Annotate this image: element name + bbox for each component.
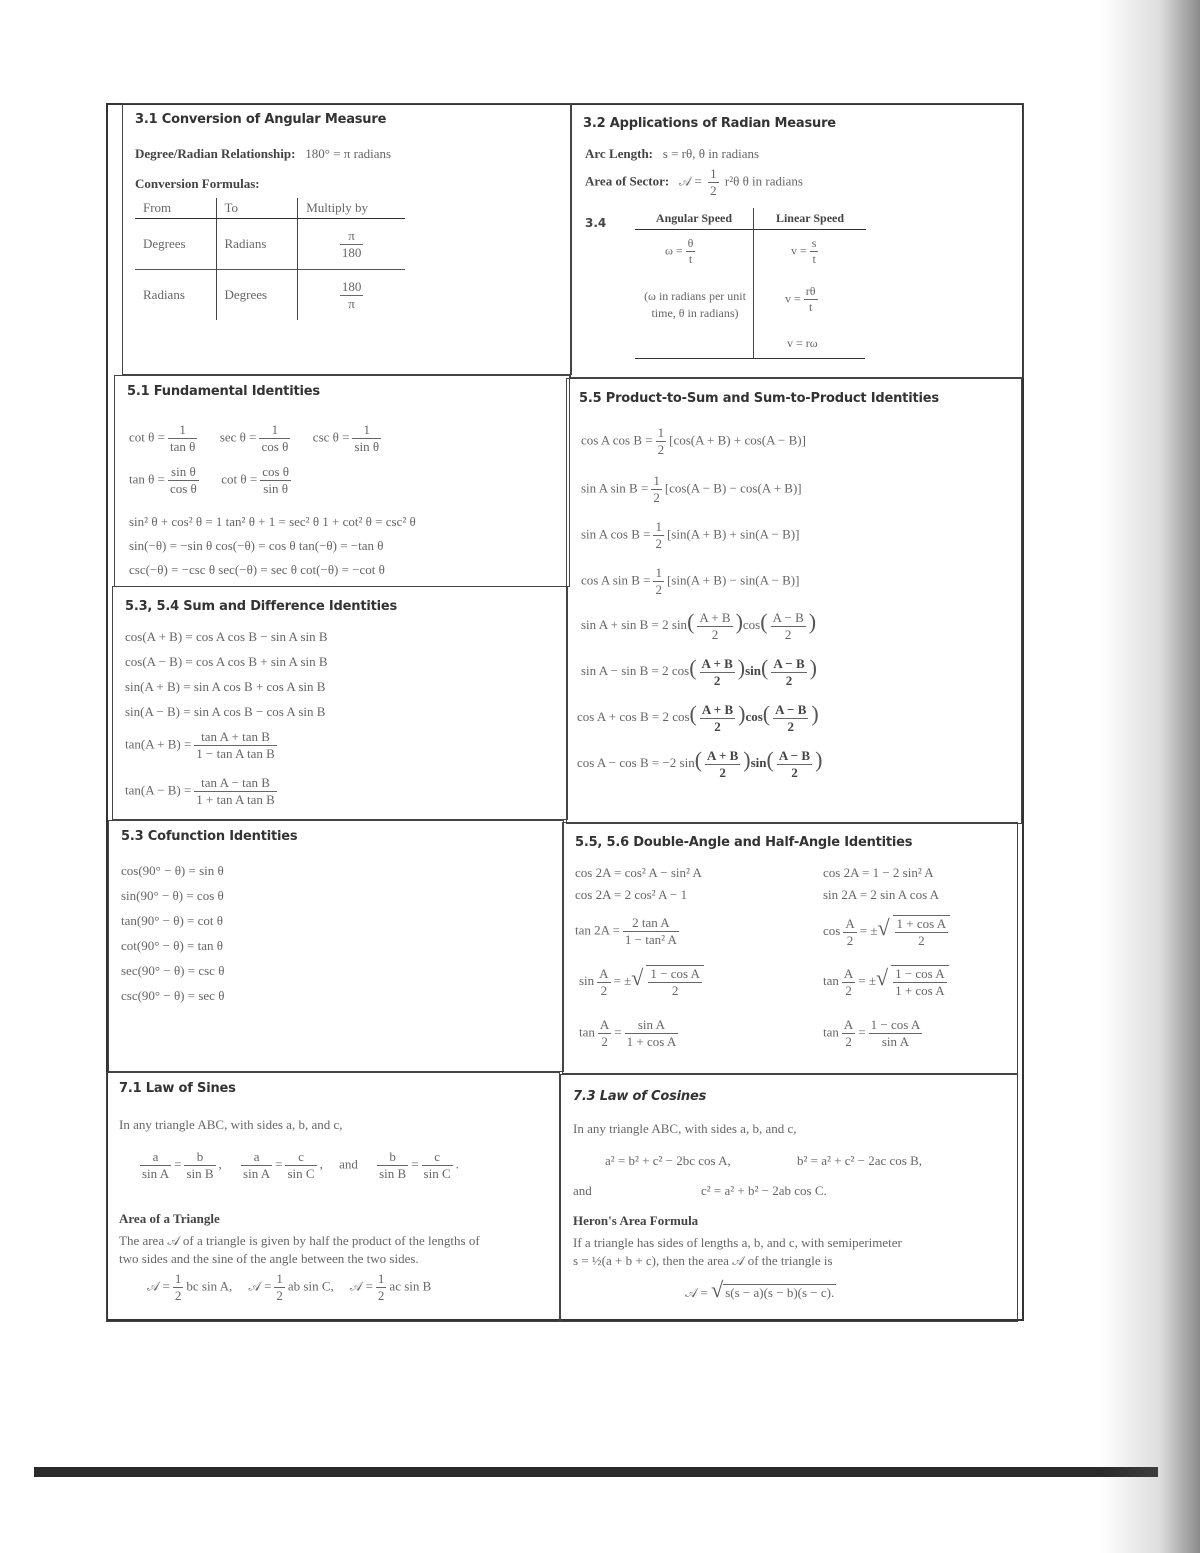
- numerator: rθ: [805, 284, 816, 298]
- header-multiply: Multiply by: [298, 198, 405, 219]
- denominator: π: [348, 295, 355, 311]
- lhs: sin: [579, 973, 595, 988]
- law-of-sines-formula: $\frac{a}{\text{sin A}}$ = $\frac{b}{\text{sin B}}$ , $\frac{a}{\text{sin A}}$ = $\frac{c}{\text{sin C}}$ , and $\frac{b}{\text{sin B}}$ = $\frac{c}{\text{sin C}}$ .: [142, 1149, 459, 1181]
- numerator: A + B: [701, 701, 734, 717]
- speed-table: [635, 208, 865, 358]
- double-angle: cos 2A = 2 cos² A − 1: [575, 887, 688, 902]
- denominator: 2: [276, 1288, 283, 1303]
- lhs: tan: [579, 1024, 595, 1040]
- law-of-cosines-a: a² = b² + c² − 2bc cos A,: [605, 1153, 731, 1168]
- section-title: 3.1 Conversion of Angular Measure: [135, 112, 387, 127]
- denominator: 2: [657, 442, 665, 457]
- tan-diff-identity: [125, 775, 280, 808]
- numerator: a: [241, 1149, 272, 1166]
- section-title: 5.3, 5.4 Sum and Difference Identities: [125, 599, 398, 614]
- tan-double-angle: [575, 915, 682, 948]
- numerator: 1: [710, 166, 717, 181]
- rhs: ac sin B: [389, 1278, 432, 1294]
- denominator: 1 + cos A: [626, 1034, 677, 1049]
- denominator: 2: [713, 672, 721, 688]
- denominator: 2: [601, 1034, 608, 1049]
- double-angle: sin 2A = 2 sin A cos A: [823, 887, 940, 902]
- heron-text-2: s = ½(a + b + c), then the area 𝒜 of the triangle is: [573, 1253, 833, 1268]
- denominator: sin θ: [263, 481, 288, 496]
- cell-multiply: [298, 270, 405, 321]
- v-formula-3: v = rω: [787, 336, 818, 350]
- even-odd-identities-2: csc(−θ) = −csc θ sec(−θ) = sec θ cot(−θ) = −cot θ: [129, 562, 385, 577]
- section-7-3: [560, 1074, 1018, 1322]
- lhs: cos A sin B =: [581, 572, 651, 588]
- cos-half-angle: cos $\frac{A}{2}$ = ±√ $\frac{\text{1 + cos A}}{2}$: [823, 915, 953, 949]
- numerator: 1: [655, 519, 662, 534]
- numerator: c: [285, 1149, 316, 1166]
- area-text-1: The area 𝒜 of a triangle is given by half the product of the lengths of: [119, 1233, 480, 1248]
- omega-formula: [665, 236, 698, 267]
- numerator: b: [184, 1149, 215, 1166]
- rhs: r²θ θ in radians: [724, 173, 803, 189]
- law-of-cosines-c: c² = a² + b² − 2ab cos C.: [701, 1183, 827, 1198]
- denominator: sin A: [243, 1166, 271, 1181]
- denominator: 2: [787, 718, 794, 734]
- eq: =: [275, 1156, 283, 1172]
- denominator: 2: [845, 982, 852, 998]
- rhs: ab sin C,: [287, 1278, 334, 1294]
- radicand: s(s − a)(s − b)(s − c).: [725, 1285, 835, 1300]
- denominator: sin B: [186, 1166, 214, 1181]
- numerator: 1 − cos A: [870, 1017, 921, 1032]
- numerator: 2 tan A: [623, 915, 679, 932]
- lhs: sin A − sin B = 2 cos: [581, 663, 690, 678]
- label: Area of Sector:: [585, 173, 670, 189]
- numerator: 1: [168, 422, 197, 439]
- lhs: 𝒜 =: [350, 1278, 373, 1294]
- lhs: 𝒜 =: [147, 1278, 170, 1294]
- identity-line: cos(A + B) = cos A cos B − sin A sin B: [125, 629, 328, 644]
- denominator: sin A: [142, 1166, 170, 1181]
- lhs: cot θ =: [221, 471, 258, 487]
- section-title: 7.3 Law of Cosines: [573, 1089, 707, 1104]
- section-title: 5.1 Fundamental Identities: [127, 384, 320, 399]
- numerator: A: [599, 965, 609, 981]
- lhs: cos: [823, 923, 841, 938]
- numerator: tan A − tan B: [194, 775, 276, 792]
- header-linear: Linear Speed: [753, 208, 866, 230]
- product-to-sum: [581, 519, 799, 552]
- numerator: b: [377, 1149, 408, 1166]
- lhs: ω =: [665, 243, 683, 258]
- section-title: 7.1 Law of Sines: [119, 1081, 236, 1096]
- denominator: 1 + tan A tan B: [196, 792, 275, 807]
- rhs: [sin(A + B) − sin(A − B)]: [666, 572, 800, 588]
- section-5-5-5-6: [562, 822, 1018, 1074]
- section-5-1: [114, 375, 570, 587]
- law-of-cosines-intro: In any triangle ABC, with sides a, b, and c,: [573, 1121, 797, 1136]
- numerator: 1 − cos A: [650, 966, 700, 982]
- numerator: 1 + cos A: [896, 916, 947, 932]
- numerator: A − B: [775, 701, 807, 717]
- lhs: tan: [823, 973, 839, 988]
- section-title: 5.5 Product-to-Sum and Sum-to-Product Identities: [579, 391, 939, 406]
- scan-shadow: [1100, 0, 1200, 1553]
- denominator: 2: [846, 932, 854, 948]
- and: and: [339, 1156, 358, 1172]
- denominator: 2: [671, 983, 679, 999]
- section-3-4-label: 3.4: [585, 216, 607, 230]
- denominator: 2: [845, 1034, 852, 1049]
- numerator: 1: [657, 425, 665, 440]
- header-angular: Angular Speed: [635, 208, 753, 230]
- even-odd-identities-1: sin(−θ) = −sin θ cos(−θ) = cos θ tan(−θ) = −tan θ: [129, 538, 384, 553]
- lhs: v =: [791, 243, 807, 258]
- numerator: 1: [352, 422, 381, 439]
- section-title: 5.3 Cofunction Identities: [121, 829, 298, 844]
- denominator: sin C: [287, 1166, 315, 1181]
- numerator: sin A: [625, 1017, 679, 1034]
- denominator: 2: [791, 764, 798, 780]
- double-angle: cos 2A = 1 − 2 sin² A: [823, 865, 934, 880]
- lhs: 𝒜 =: [248, 1278, 272, 1294]
- rhs: [sin(A + B) + sin(A − B)]: [666, 526, 800, 542]
- identity-line: sin(A − B) = sin A cos B − cos A sin B: [125, 704, 326, 719]
- rhs: [cos(A + B) + cos(A − B)]: [669, 432, 806, 448]
- mid: = ±: [858, 973, 876, 988]
- eq: =: [614, 1024, 622, 1040]
- v-formula-2: [785, 284, 821, 315]
- numerator: A: [843, 965, 854, 981]
- numerator: A: [599, 1017, 610, 1032]
- product-to-sum: [581, 425, 806, 458]
- numerator: a: [140, 1149, 171, 1166]
- numerator: c: [422, 1149, 453, 1166]
- identity-line: cos(90° − θ) = sin θ: [121, 863, 224, 878]
- denominator: 1 − tan² A: [624, 932, 677, 947]
- cell-from: Degrees: [135, 219, 216, 270]
- lhs: tan(A + B) =: [125, 736, 192, 752]
- lhs: cos A + cos B = 2 cos: [577, 709, 690, 724]
- degree-radian-relationship: [135, 146, 391, 162]
- eq: =: [411, 1156, 419, 1172]
- header-from: From: [135, 198, 216, 219]
- denominator: tan θ: [169, 439, 196, 454]
- numerator: A + B: [701, 655, 733, 671]
- identity-line: sin(A + B) = sin A cos B + cos A sin B: [125, 679, 326, 694]
- denominator: t: [688, 252, 693, 266]
- mid: cos: [742, 617, 761, 632]
- denominator: 2: [377, 1288, 385, 1303]
- denominator: 2: [710, 183, 717, 198]
- sin-half-angle: sin $\frac{A}{2}$ = ±√ $\frac{\text{1 − cos A}}{2}$: [579, 965, 707, 999]
- numerator: θ: [687, 236, 694, 250]
- arc-length: [585, 146, 759, 162]
- denominator: sin A: [881, 1034, 909, 1049]
- quotient-identities: [129, 464, 294, 497]
- reciprocal-identities: [129, 422, 384, 455]
- identity-line: cot(90° − θ) = tan θ: [121, 938, 223, 953]
- eq: =: [858, 1024, 866, 1040]
- denominator: 2: [711, 626, 719, 642]
- table-row: [135, 219, 405, 270]
- identity-line: csc(90° − θ) = sec θ: [121, 988, 225, 1003]
- lhs: tan 2A =: [575, 922, 620, 938]
- identity-line: tan(90° − θ) = cot θ: [121, 913, 223, 928]
- header-to: To: [216, 198, 298, 219]
- label: Degree/Radian Relationship:: [135, 146, 296, 161]
- denominator: 2: [655, 582, 662, 597]
- numerator: 180: [341, 278, 362, 294]
- sum-to-product: sin A − sin B = 2 cos( $\frac{A + B}{2}$ )sin( $\frac{A - B}{2}$ ): [581, 655, 817, 688]
- numerator: A: [845, 915, 855, 931]
- section-3-1: [122, 103, 572, 375]
- denominator: sin θ: [354, 439, 380, 454]
- cell-to: Degrees: [216, 270, 298, 321]
- conversion-formulas-label: Conversion Formulas:: [135, 176, 260, 191]
- denominator: 2: [600, 982, 608, 998]
- sum-to-product: cos A − cos B = −2 sin( $\frac{A + B}{2}$ )sin( $\frac{A - B}{2}$ ): [577, 747, 823, 780]
- tan-half-angle-2: [823, 1017, 925, 1050]
- denominator: 2: [918, 933, 925, 949]
- v-formula-1: [791, 236, 821, 267]
- cell-to: Radians: [216, 219, 298, 270]
- section-3-2: [570, 103, 1024, 378]
- numerator: A + B: [699, 609, 731, 625]
- denominator: 180: [341, 244, 362, 260]
- law-of-sines-intro: In any triangle ABC, with sides a, b, and c,: [119, 1117, 343, 1132]
- denominator: 2: [714, 718, 721, 734]
- law-of-cosines-b: b² = a² + c² − 2ac cos B,: [797, 1153, 923, 1168]
- double-angle: cos 2A = cos² A − sin² A: [575, 865, 702, 880]
- lhs: sin A + sin B = 2 sin: [581, 617, 688, 632]
- rhs: [cos(A − B) − cos(A + B)]: [664, 480, 802, 496]
- numerator: sin θ: [168, 464, 199, 481]
- numerator: A − B: [772, 609, 804, 625]
- lhs: tan(A − B) =: [125, 782, 192, 798]
- denominator: 2: [719, 764, 726, 780]
- denominator: cos θ: [261, 439, 289, 454]
- lhs: tan θ =: [129, 471, 165, 487]
- eq: =: [174, 1156, 182, 1172]
- conversion-table: [135, 198, 405, 320]
- numerator: tan A + tan B: [194, 729, 276, 746]
- numerator: A − B: [778, 747, 811, 763]
- numerator: A: [843, 1017, 854, 1032]
- denominator: cos θ: [169, 481, 197, 496]
- identity-line: cos(A − B) = cos A cos B + sin A sin B: [125, 654, 328, 669]
- denominator: 2: [784, 626, 792, 642]
- table-row: [135, 270, 405, 321]
- scan-bottom-edge: [34, 1467, 1158, 1477]
- identity-line: sec(90° − θ) = csc θ: [121, 963, 225, 978]
- lhs: sin A sin B =: [581, 480, 649, 496]
- sum-to-product: cos A + cos B = 2 cos( $\frac{A + B}{2}$ )cos( $\frac{A - B}{2}$ ): [577, 701, 819, 734]
- product-to-sum: [581, 565, 799, 598]
- area-of-triangle-title: Area of a Triangle: [119, 1211, 220, 1226]
- numerator: s: [811, 236, 817, 250]
- omega-note: (ω in radians per unit time, θ in radians): [644, 289, 746, 320]
- section-title: 3.2 Applications of Radian Measure: [583, 116, 836, 131]
- lhs: v =: [785, 291, 801, 306]
- numerator: A − B: [773, 655, 805, 671]
- numerator: 1: [276, 1271, 283, 1286]
- lhs: 𝒜 =: [685, 1285, 708, 1300]
- denominator: 2: [653, 490, 660, 505]
- numerator: π: [340, 228, 364, 245]
- denominator: 2: [174, 1288, 182, 1303]
- numerator: 1: [174, 1271, 182, 1286]
- cell-multiply: [298, 219, 405, 270]
- numerator: 1: [653, 473, 660, 488]
- tan-half-angle-1: [579, 1017, 681, 1050]
- tan-sum-identity: [125, 729, 280, 762]
- section-5-3-5-4: [112, 586, 568, 820]
- area-text-2: two sides and the sine of the angle between the two sides.: [119, 1251, 419, 1266]
- denominator: 1 − tan A tan B: [196, 746, 275, 761]
- denominator: sin B: [379, 1166, 407, 1181]
- area-of-sector: [585, 166, 803, 199]
- numerator: 1: [259, 422, 290, 439]
- herons-formula-title: Heron's Area Formula: [573, 1213, 699, 1228]
- mid: cos: [745, 709, 763, 724]
- sum-to-product: sin A + sin B = 2 sin( $\frac{A + B}{2}$ )cos( $\frac{A - B}{2}$ ): [581, 609, 817, 642]
- numerator: 1: [377, 1271, 385, 1286]
- product-to-sum: [581, 473, 802, 506]
- section-7-1: [106, 1072, 560, 1322]
- area-formulas: [147, 1271, 431, 1304]
- mid: sin: [745, 663, 762, 678]
- identity-line: sin(90° − θ) = cos θ: [121, 888, 224, 903]
- lhs: 𝒜 =: [678, 173, 702, 189]
- tan-half-angle-root: tan $\frac{A}{2}$ = ±√ $\frac{\text{1 − cos A}}{\text{1 + cos A}}$: [823, 965, 952, 999]
- denominator: 2: [785, 672, 793, 688]
- lhs: csc θ =: [312, 429, 350, 445]
- denominator: t: [808, 300, 813, 314]
- denominator: 1 + cos A: [895, 983, 945, 999]
- value: 180° = π radians: [305, 146, 392, 161]
- section-5-5: [566, 378, 1022, 824]
- numerator: 1: [655, 565, 662, 580]
- lhs: cos A − cos B = −2 sin: [577, 755, 695, 770]
- numerator: A + B: [707, 747, 739, 763]
- denominator: 2: [655, 536, 662, 551]
- rhs: bc sin A,: [186, 1278, 233, 1294]
- mid: = ±: [859, 923, 878, 938]
- numerator: cos θ: [262, 464, 290, 479]
- mid: = ±: [613, 973, 632, 988]
- denominator: sin C: [423, 1166, 451, 1181]
- lhs: sec θ =: [219, 429, 257, 445]
- section-5-3-cofunction: [108, 820, 564, 1072]
- lhs: cot θ =: [129, 429, 165, 445]
- lhs: tan: [823, 1024, 839, 1040]
- lhs: cos A cos B =: [581, 432, 653, 448]
- numerator: 1 − cos A: [895, 966, 945, 982]
- denominator: t: [812, 252, 816, 266]
- lhs: sin A cos B =: [581, 526, 651, 542]
- heron-text-1: If a triangle has sides of lengths a, b, and c, with semiperimeter: [573, 1235, 902, 1250]
- pythagorean-identities: sin² θ + cos² θ = 1 tan² θ + 1 = sec² θ 1 + cot² θ = csc² θ: [129, 514, 416, 529]
- label: Arc Length:: [585, 146, 654, 161]
- section-title: 5.5, 5.6 Double-Angle and Half-Angle Identities: [575, 835, 913, 850]
- mid: sin: [750, 755, 767, 770]
- and: and: [573, 1183, 592, 1198]
- cell-from: Radians: [135, 270, 216, 321]
- heron-formula: 𝒜 = √ s(s − a)(s − b)(s − c).: [685, 1277, 835, 1302]
- value: s = rθ, θ in radians: [662, 146, 760, 161]
